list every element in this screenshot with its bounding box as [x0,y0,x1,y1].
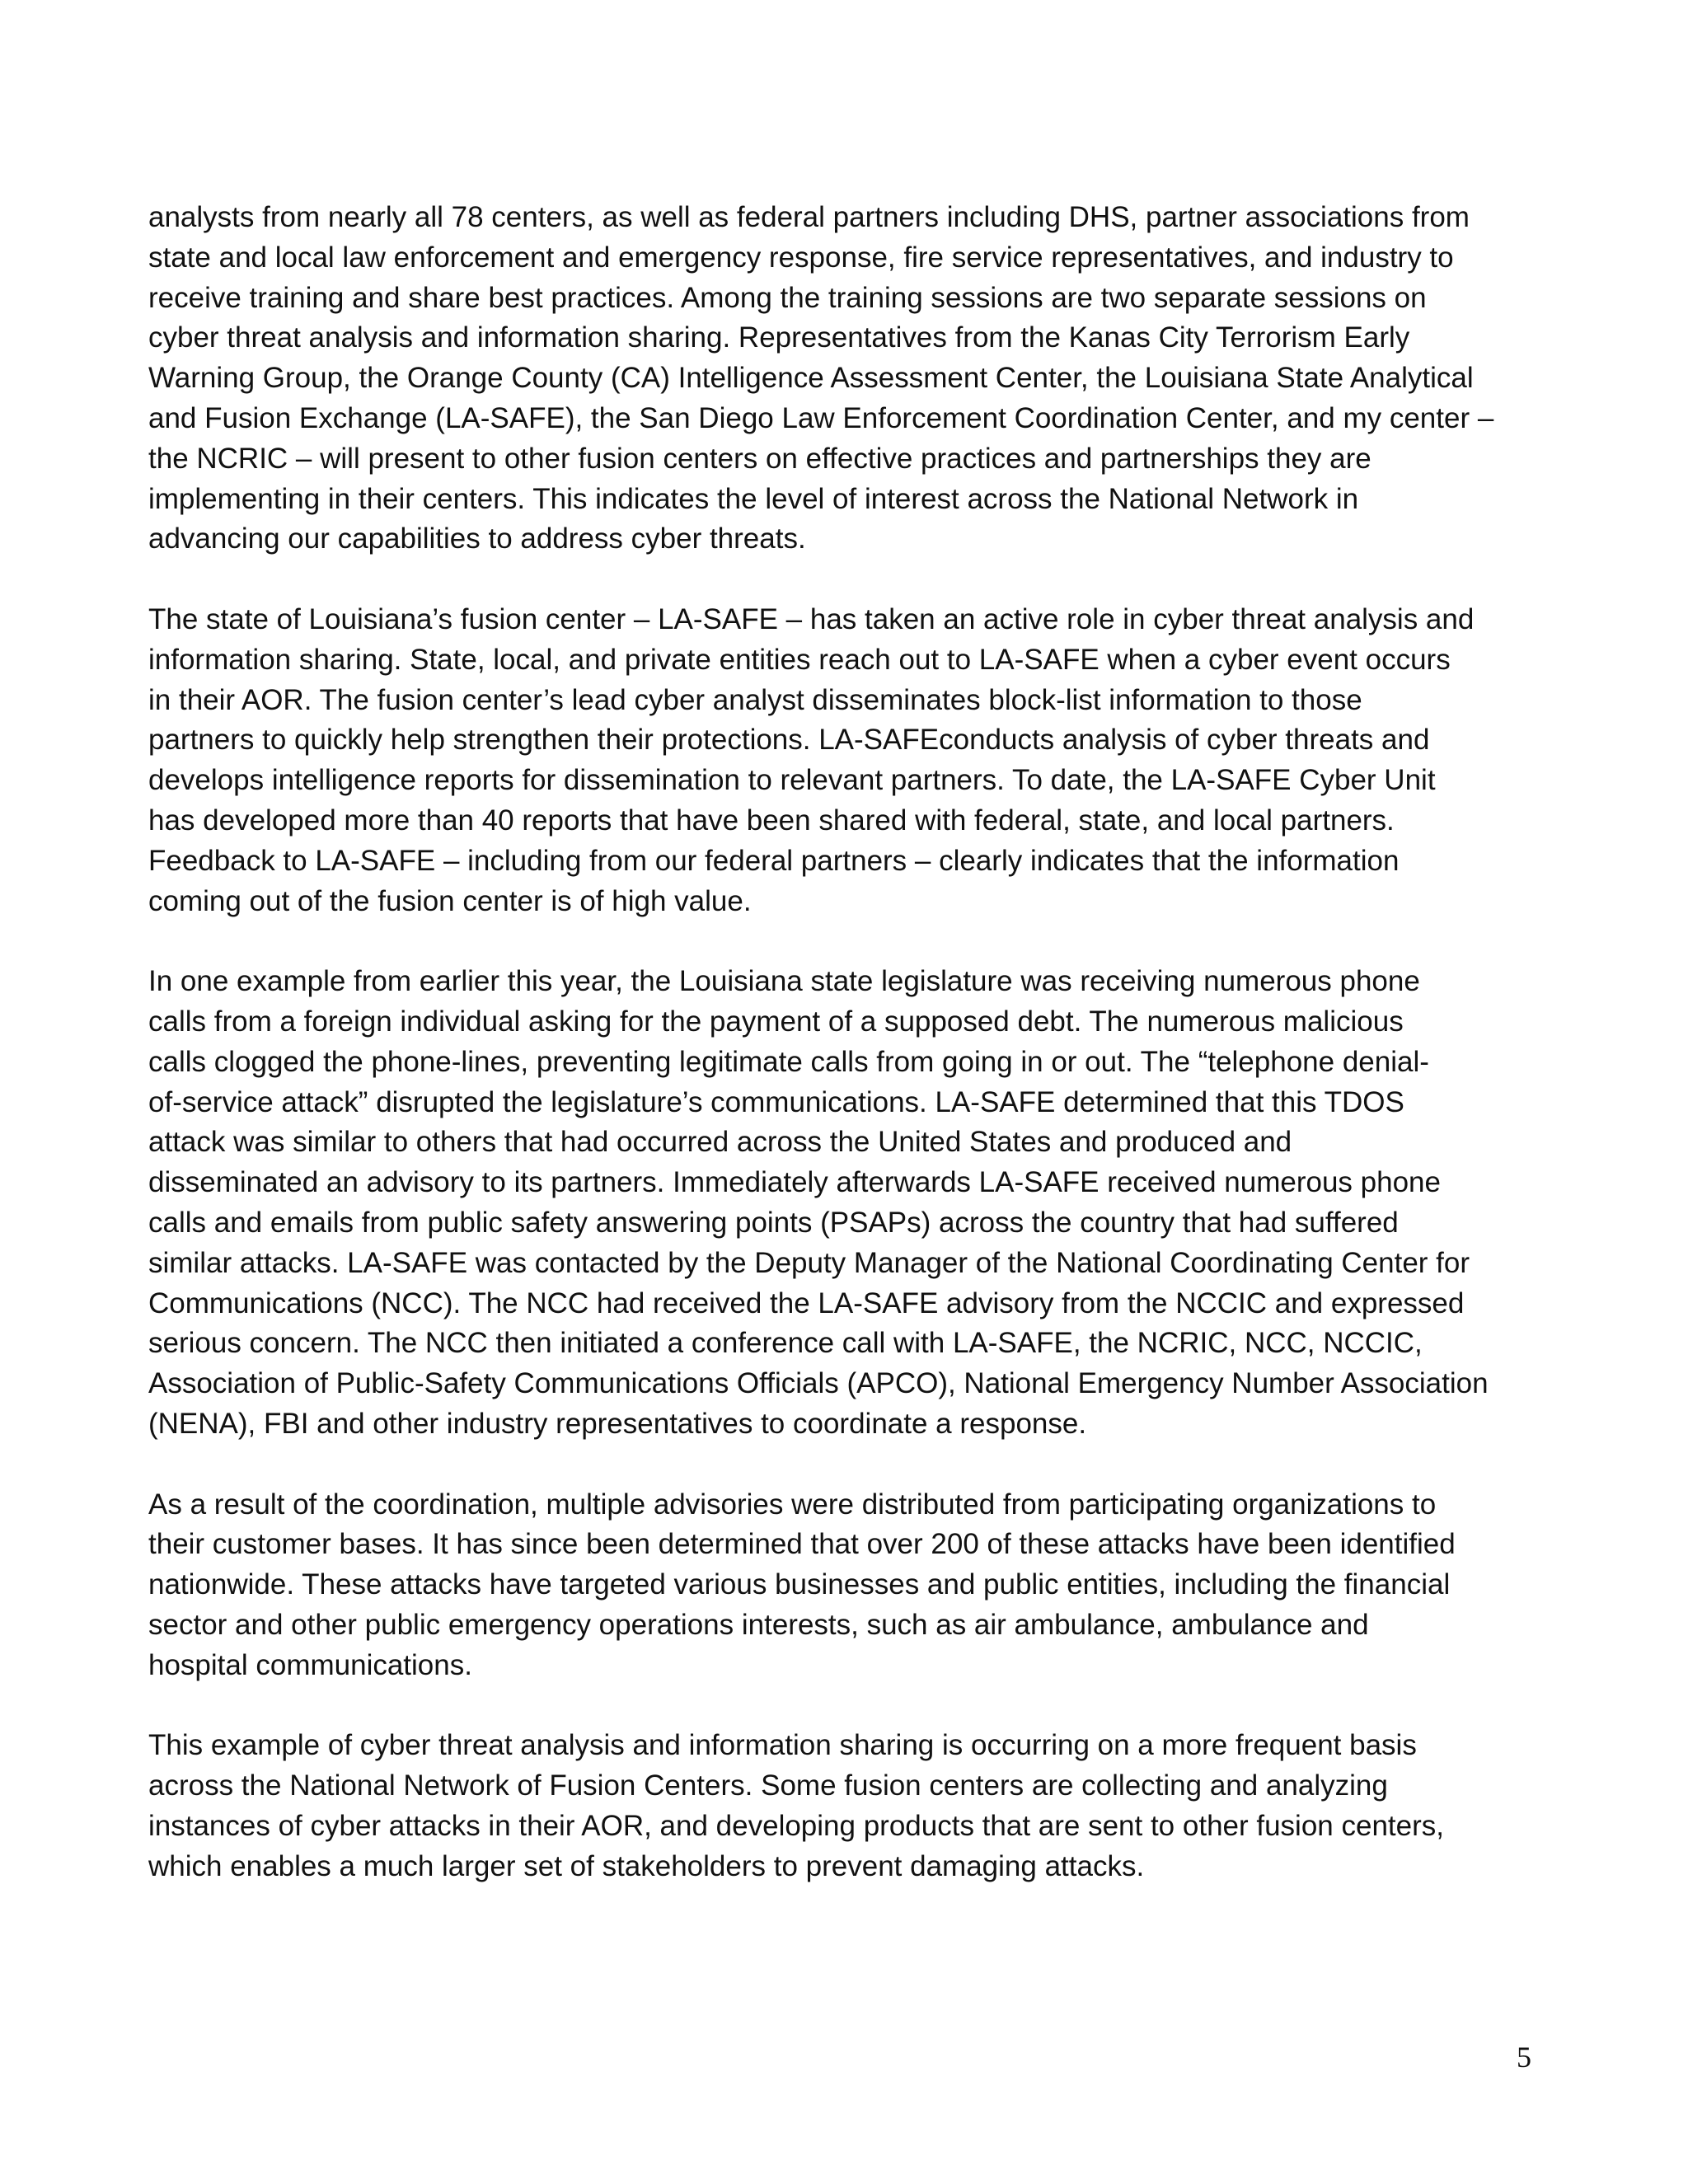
text-line: attack was similar to others that had occurred across the United States and produced and [148,1126,1292,1159]
text-line: in their AOR. The fusion center’s lead cyber analyst disseminates block-list information to those [148,683,1362,716]
page-number: 5 [1517,2041,1531,2074]
text-line: instances of cyber attacks in their AOR, and developing products that are sent to other fusion centers, [148,1809,1444,1842]
text-line: Association of Public-Safety Communications Officials (APCO), National Emergency Number Association [148,1367,1489,1400]
text-line: calls from a foreign individual asking for the payment of a supposed debt. The numerous malicious [148,1005,1404,1038]
text-line: advancing our capabilities to address cyber threats. [148,523,806,555]
text-line: develops intelligence reports for dissemination to relevant partners. To date, the LA-SAFE Cyber Unit [148,764,1436,797]
text-line: and Fusion Exchange (LA-SAFE), the San Diego Law Enforcement Coordination Center, and my center – [148,401,1494,434]
paragraph-3 [148,962,1550,1445]
text-line: (NENA), FBI and other industry representatives to coordinate a response. [148,1407,1087,1440]
text-line: sector and other public emergency operations interests, such as air ambulance, ambulance and [148,1608,1369,1641]
text-line: nationwide. These attacks have targeted various businesses and public entities, including the financial [148,1568,1451,1601]
text-line: Communications (NCC). The NCC had received the LA-SAFE advisory from the NCCIC and expressed [148,1286,1465,1319]
text-line: The state of Louisiana’s fusion center – LA-SAFE – has taken an active role in cyber threat analysis and [148,602,1475,635]
paragraph-2 [148,600,1550,921]
text-line: similar attacks. LA-SAFE was contacted by the Deputy Manager of the National Coordinating Center for [148,1246,1470,1279]
text-line: serious concern. The NCC then initiated a conference call with LA-SAFE, the NCRIC, NCC, NCCIC, [148,1327,1423,1360]
text-line: Feedback to LA-SAFE – including from our federal partners – clearly indicates that the information [148,844,1400,877]
text-line: information sharing. State, local, and private entities reach out to LA-SAFE when a cyber event occurs [148,643,1451,676]
text-line: In one example from earlier this year, the Louisiana state legislature was receiving numerous phone [148,965,1420,998]
text-line: analysts from nearly all 78 centers, as well as federal partners including DHS, partner associations from [148,201,1470,233]
text-line: calls and emails from public safety answering points (PSAPs) across the country that had suffered [148,1206,1399,1239]
body-text [148,198,1550,1886]
text-line: disseminated an advisory to its partners. Immediately afterwards LA-SAFE received numerous phone [148,1166,1441,1199]
text-line: partners to quickly help strengthen their protections. LA-SAFEconducts analysis of cyber threats and [148,724,1430,757]
text-line: This example of cyber threat analysis and information sharing is occurring on a more frequent basis [148,1729,1417,1762]
paragraph-5 [148,1726,1550,1886]
paragraph-4 [148,1485,1550,1686]
text-line: Warning Group, the Orange County (CA) Intelligence Assessment Center, the Louisiana State Analytical [148,362,1474,395]
text-line: coming out of the fusion center is of high value. [148,884,752,917]
text-line: As a result of the coordination, multiple advisories were distributed from participating organizations to [148,1488,1437,1521]
text-line: receive training and share best practices. Among the training sessions are two separate sessions on [148,281,1427,314]
text-line: their customer bases. It has since been determined that over 200 of these attacks have been identified [148,1528,1456,1561]
text-line: across the National Network of Fusion Centers. Some fusion centers are collecting and analyzing [148,1769,1388,1802]
text-line: hospital communications. [148,1648,472,1681]
text-line: has developed more than 40 reports that have been shared with federal, state, and local partners. [148,804,1395,837]
paragraph-1 [148,198,1550,560]
text-line: cyber threat analysis and information sharing. Representatives from the Kanas City Terrorism Early [148,321,1410,354]
text-line: the NCRIC – will present to other fusion centers on effective practices and partnerships they are [148,442,1372,475]
text-line: state and local law enforcement and emergency response, fire service representatives, and industry to [148,241,1454,274]
text-line: calls clogged the phone-lines, preventing legitimate calls from going in or out. The “telephone denial- [148,1045,1429,1078]
text-line: of-service attack” disrupted the legislature’s communications. LA-SAFE determined that this TDOS [148,1085,1404,1118]
text-line: implementing in their centers. This indicates the level of interest across the National Network in [148,482,1359,515]
text-line: which enables a much larger set of stakeholders to prevent damaging attacks. [148,1849,1145,1882]
